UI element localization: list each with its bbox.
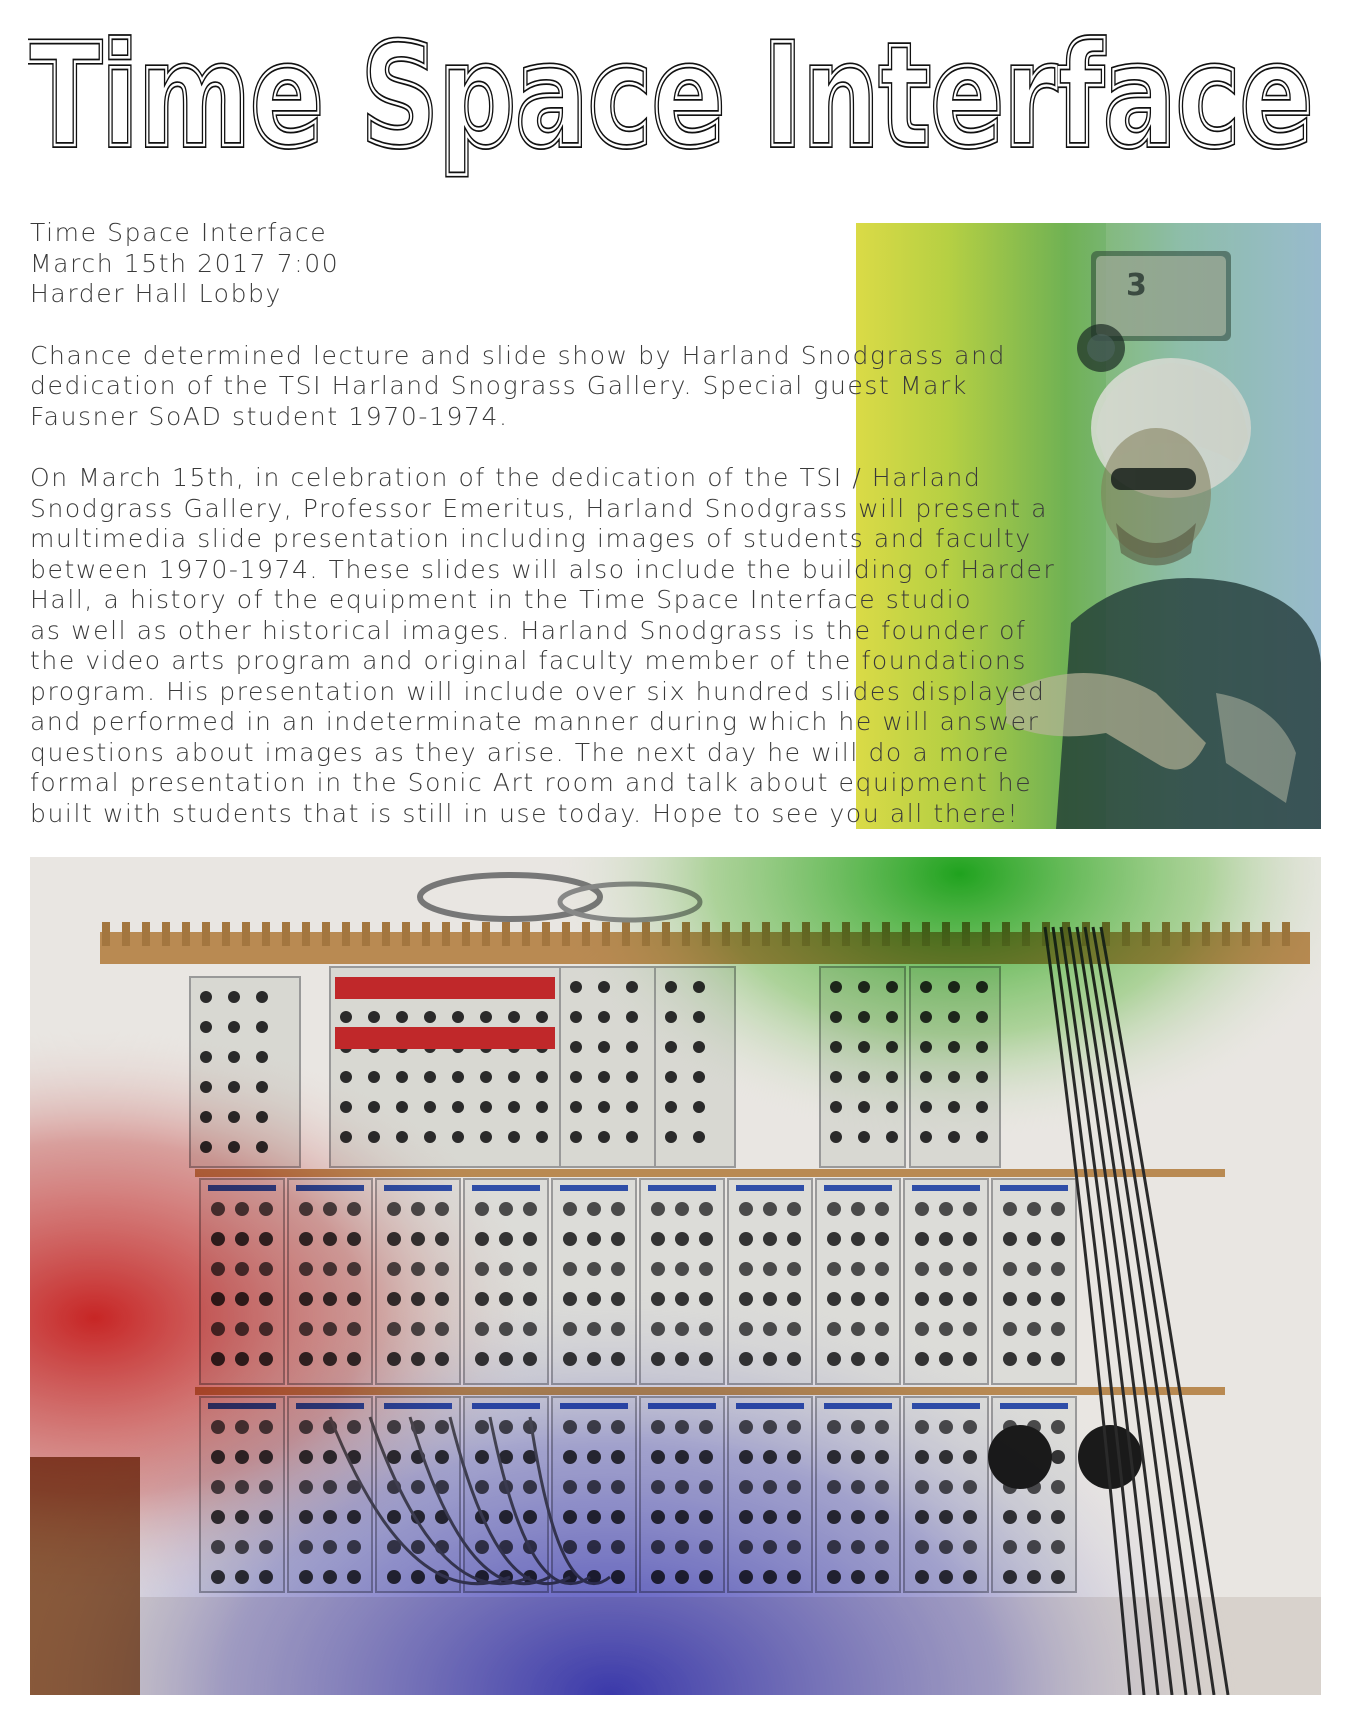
camera-number: 3 xyxy=(1126,268,1147,303)
summary-line: dedication of the TSI Harland Snograss Gallery. Special guest Mark xyxy=(30,371,969,400)
body-line: formal presentation in the Sonic Art room and talk about equipment he xyxy=(30,768,1033,797)
title-outline: Time Space Interface xyxy=(28,30,1313,179)
body-line: Snodgrass Gallery, Professor Emeritus, Harland Snodgrass will present a xyxy=(30,493,1049,523)
summary-line: Fausner SoAD student 1970-1974. xyxy=(30,401,509,431)
summary-paragraph xyxy=(30,341,1030,433)
body-line: On March 15th, in celebration of the dedication of the TSI / Harland xyxy=(30,463,982,492)
body-line: questions about images as they arise. The next day he will do a more xyxy=(30,737,1010,767)
body-line: program. His presentation will include over six hundred slides displayed xyxy=(30,676,1046,706)
event-info xyxy=(30,218,1056,829)
body-line: Hall, a history of the equipment in the Time Space Interface studio xyxy=(30,585,973,614)
summary-line: Chance determined lecture and slide show by Harland Snodgrass and xyxy=(30,340,1007,370)
event-date: March 15th 2017 7:00 xyxy=(30,248,340,278)
synthesizer-photo xyxy=(30,857,1321,1695)
title-inline: Time Space Interface xyxy=(28,30,1313,179)
event-location: Harder Hall Lobby xyxy=(30,279,282,308)
body-line: and performed in an indeterminate manner during which he will answer xyxy=(30,707,1040,736)
body-line: multimedia slide presentation including images of students and faculty xyxy=(30,524,1032,553)
event-name: Time Space Interface xyxy=(30,218,328,247)
body-line: as well as other historical images. Harland Snodgrass is the founder of xyxy=(30,615,1027,645)
body-paragraph xyxy=(30,463,1056,829)
body-line: between 1970-1974. These slides will also include the building of Harder xyxy=(30,554,1056,584)
body-line: built with students that is still in use today. Hope to see you all there! xyxy=(30,798,1020,828)
poster-title xyxy=(28,30,1328,180)
body-line: the video arts program and original faculty member of the foundations xyxy=(30,646,1027,675)
